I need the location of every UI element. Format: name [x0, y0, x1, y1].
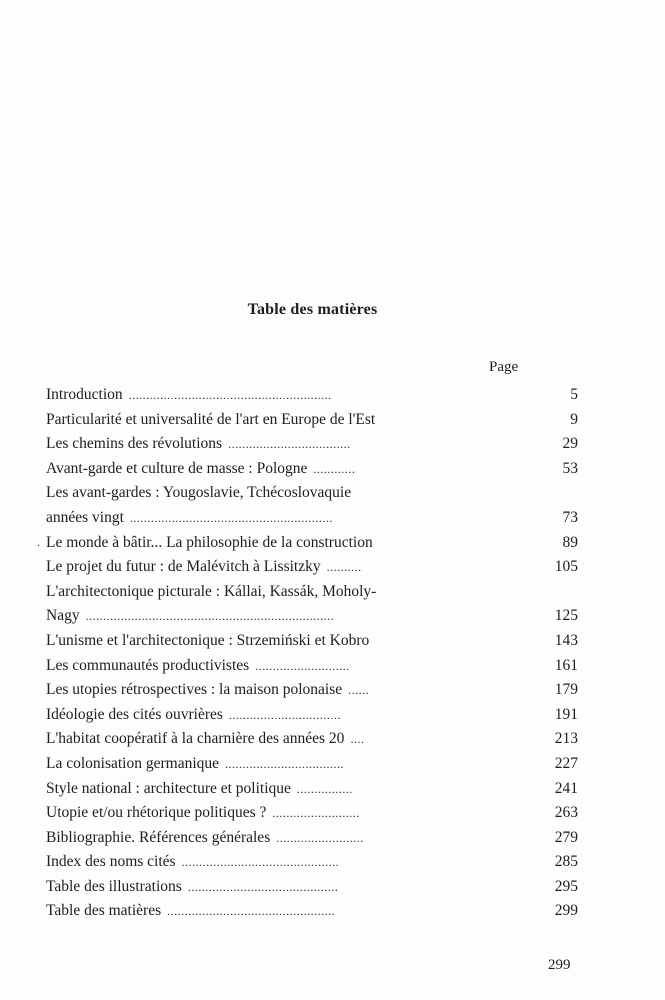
- toc-entry: [46, 457, 578, 482]
- toc-page-number: 89: [562, 533, 578, 551]
- toc-entry-title: Introduction: [46, 386, 123, 403]
- toc-entry-title: Les chemins des révolutions: [46, 435, 223, 453]
- toc-line: [46, 777, 578, 802]
- toc-entry-title: Bibliographie. Références générales: [46, 828, 271, 846]
- toc-dot-leader: ................: [296, 781, 353, 796]
- stray-mark: .: [37, 538, 41, 549]
- toc-entry: [46, 432, 578, 457]
- toc-entry-title: Le projet du futur : de Malévitch à Lissitzky: [46, 558, 321, 576]
- toc-entry: [46, 408, 578, 433]
- toc-dot-leader: ..........................................................: [129, 510, 333, 525]
- toc-entry-title: Les communautés productivistes: [46, 656, 250, 674]
- toc-dot-leader: .........................: [276, 830, 364, 845]
- toc-line: [46, 457, 578, 482]
- toc-page-number: 279: [554, 828, 578, 846]
- toc-entry: [46, 752, 578, 777]
- toc-dot-leader: ......: [348, 683, 370, 698]
- toc-line: [46, 432, 578, 457]
- toc-entry-title-continued: années vingt: [46, 508, 124, 526]
- toc-entry-title: Utopie et/ou rhétorique politiques ?: [46, 804, 267, 822]
- toc-dot-leader: .............................................: [181, 855, 340, 870]
- toc-page-number: 227: [554, 754, 578, 772]
- toc-line: [46, 678, 578, 703]
- toc-dot-leader: ..........................................................: [128, 388, 332, 402]
- toc-entry: [46, 531, 578, 556]
- toc-dot-leader: ...........................: [255, 658, 350, 673]
- toc-line: [46, 408, 578, 433]
- toc-page-number: 5: [570, 386, 578, 403]
- toc-page-number: 241: [554, 779, 578, 797]
- toc-page-number: 263: [554, 804, 578, 822]
- toc-entry-title: L'architectonique picturale : Kállai, Kassák, Moholy-: [46, 582, 377, 600]
- toc-page-number: 125: [554, 607, 578, 625]
- toc-entry-title: La colonisation germanique: [46, 754, 220, 772]
- toc-line: [46, 481, 578, 506]
- toc-entry: [46, 580, 578, 629]
- toc-entry: [46, 899, 578, 924]
- toc-entry: [46, 801, 578, 826]
- toc-page-number: 161: [554, 656, 578, 674]
- toc-line: [46, 555, 578, 580]
- toc-page-number: 105: [554, 558, 578, 576]
- toc-entry-title-continued: Nagy: [46, 607, 80, 625]
- toc-entry: [46, 777, 578, 802]
- toc-page-number: 213: [554, 730, 578, 748]
- toc-entry: [46, 678, 578, 703]
- toc-entry-title: Les avant-gardes : Yougoslavie, Tchécoslovaquie: [46, 484, 352, 502]
- toc-entry: [46, 875, 578, 900]
- toc-entry: [46, 481, 578, 530]
- toc-line: [46, 801, 578, 826]
- page-column-header: Page: [489, 359, 519, 375]
- toc-line: [46, 629, 578, 654]
- page-title: Table des matières: [247, 301, 378, 318]
- toc-entry-title: Particularité et universalité de l'art en Europe de l'Est: [46, 410, 376, 428]
- toc-entry-title: Les utopies rétrospectives : la maison polonaise: [46, 681, 343, 699]
- toc-line: [46, 752, 578, 777]
- toc-dot-leader: ................................................: [167, 904, 336, 919]
- toc-line: [46, 654, 578, 679]
- toc-entry: [46, 850, 578, 875]
- toc-line: [46, 506, 578, 531]
- toc-dot-leader: ..........: [326, 560, 362, 575]
- toc-entry-title: L'habitat coopératif à la charnière des années 20: [46, 730, 345, 748]
- page-number: 299: [548, 957, 571, 973]
- toc-page-number: 29: [562, 435, 578, 453]
- toc-entry: [46, 555, 578, 580]
- toc-dot-leader: ..................................: [225, 756, 345, 771]
- toc-line: [46, 580, 578, 605]
- toc-page-number: 191: [554, 705, 578, 723]
- toc-line: [46, 604, 578, 629]
- toc-entry: [46, 826, 578, 851]
- toc-line: [46, 531, 578, 556]
- toc-entry: [46, 703, 578, 728]
- toc-entry-title: L'unisme et l'architectonique : Strzemiński et Kobro: [46, 631, 370, 649]
- toc-entry-title: Avant-garde et culture de masse : Pologne: [46, 459, 308, 477]
- toc-entry-title: Le monde à bâtir... La philosophie de la construction: [46, 533, 373, 551]
- toc-page-number: 9: [570, 410, 578, 428]
- toc-dot-leader: .........................: [272, 806, 360, 821]
- toc-line: [46, 899, 578, 924]
- toc-entry: [46, 629, 578, 654]
- toc-dot-leader: ............: [313, 461, 356, 476]
- toc-page-number: 295: [554, 877, 578, 895]
- toc-dot-leader: ...........................................: [187, 879, 339, 894]
- toc-line: [46, 850, 578, 875]
- toc-dot-leader: ...................................: [228, 437, 351, 452]
- toc-line: [46, 875, 578, 900]
- toc-page-number: 53: [562, 459, 578, 477]
- toc-line: [46, 703, 578, 728]
- toc-line: [46, 383, 578, 408]
- toc-entry-title: Style national : architecture et politique: [46, 779, 291, 797]
- toc-dot-leader: ................................: [228, 707, 341, 722]
- toc-page-number: 143: [554, 631, 578, 649]
- toc-page-number: 299: [554, 902, 578, 920]
- toc-entry-title: Table des illustrations: [46, 877, 182, 895]
- toc-page-number: 179: [554, 681, 578, 699]
- toc-line: [46, 727, 578, 752]
- toc-page-number: 285: [554, 853, 578, 871]
- toc-entry: [46, 727, 578, 752]
- toc-page-number: 73: [562, 508, 578, 526]
- toc-dot-leader: ....: [350, 732, 365, 747]
- toc-entry: [46, 654, 578, 679]
- toc-dot-leader: .......................................................................: [85, 609, 335, 624]
- toc-entry-title: Table des matières: [46, 902, 162, 920]
- toc-entry-title: Idéologie des cités ouvrières: [46, 705, 223, 723]
- toc-entry-title: Index des noms cités: [46, 853, 176, 871]
- table-of-contents: [46, 383, 578, 924]
- toc-line: [46, 826, 578, 851]
- toc-entry: [46, 383, 578, 408]
